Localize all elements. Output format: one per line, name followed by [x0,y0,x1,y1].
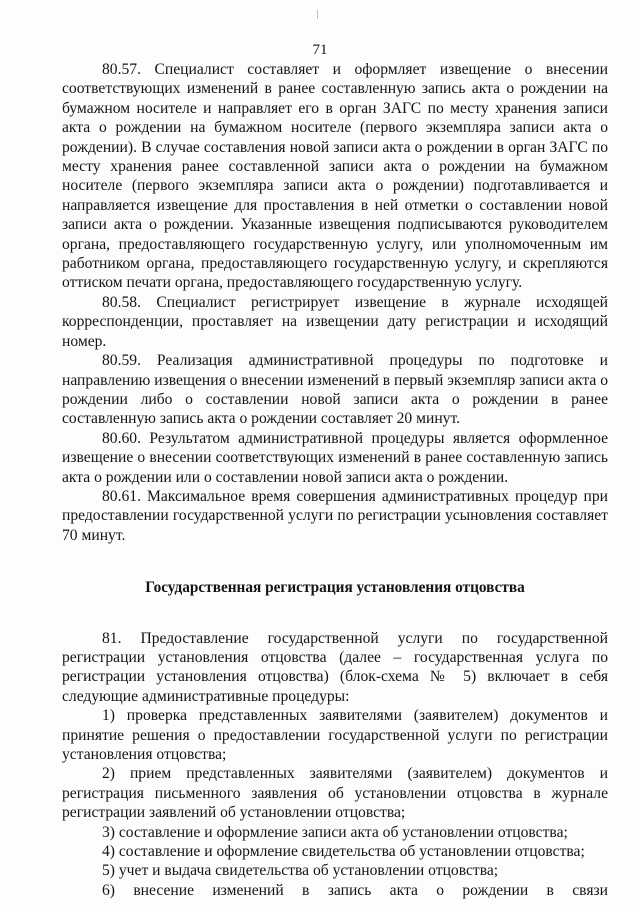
list-item-1: 1) проверка представленных заявителями (заявителем) документов и принятие решения о предоставлении государственной услуги по регистрации установления отцовства; [62,707,608,763]
list-item-2: 2) прием представленных заявителями (заявителем) документов и регистрация письменного заявления об установлении отцовства в журнале регистрации заявлений об установлении отцовства; [62,765,608,822]
paragraph-80-59: 80.59. Реализация административной процедуры по подготовке и направлению извещения о внесении изменений в первый экземпляр записи акта о рождении либо о составлении новой записи акта о рождении в ранее составленную запись акта о рождении составляет 20 минут. [62,352,608,428]
paragraph-80-60: 80.60. Результатом административной процедуры является оформленное извещение о внесении соответствующих изменений в ранее составленную запись акта о рождении или о составлении новой записи акта о рождении. [62,429,608,486]
list-item-3: 3) составление и оформление записи акта об установлении отцовства; [102,823,568,841]
paragraph-80-61: 80.61. Максимальное время совершения административных процедур при предоставлении государственной услуги по регистрации усыновления составляет 70 минут. [62,487,608,544]
document-body [62,60,608,900]
paragraph-80-57: 80.57. Специалист составляет и оформляет извещение о внесении соответствующих изменений в ранее составленную запись акта о рождении на бумажном носителе и направляет его в орган ЗАГС по месту хранения записи акта о рождении на бумажном носителе (первого экземпляра записи акта о рождении). В случае составления новой записи акта о рождении в орган ЗАГС по месту хранения ранее составленной записи акта о рождении на бумажном носителе (первого экземпляра записи акта о рождении) подготавливается и направляется извещение для проставления в ней отметки о составлении новой записи акта о рождении. Указанные извещения подписываются руководителем органа, предоставляющего государственную услугу, или уполномоченным им работником органа, предоставляющего государственную услугу, и скрепляются оттиском печати органа, предоставляющего государственную услугу. [62,61,608,292]
section-heading: Государственная регистрация установления отцовства [145,579,525,597]
list-item-6: 6) внесение изменений в запись акта о рождении в связи [102,881,608,899]
page-number: 71 [312,42,328,58]
list-item-4: 4) составление и оформление свидетельства об установлении отцовства; [102,843,585,861]
paragraph-80-58: 80.58. Специалист регистрирует извещение в журнале исходящей корреспонденции, проставляет на извещении дату регистрации и исходящий номер. [62,293,608,350]
scan-mark [317,10,318,19]
paragraph-81: 81. Предоставление государственной услуги по государственной регистрации установления отцовства (далее – государственная услуга по регистрации установления отцовства) (блок-схема № 5) включает в себя следующие административные процедуры: [62,629,608,705]
list-item-5: 5) учет и выдача свидетельства об установлении отцовства; [102,862,499,880]
